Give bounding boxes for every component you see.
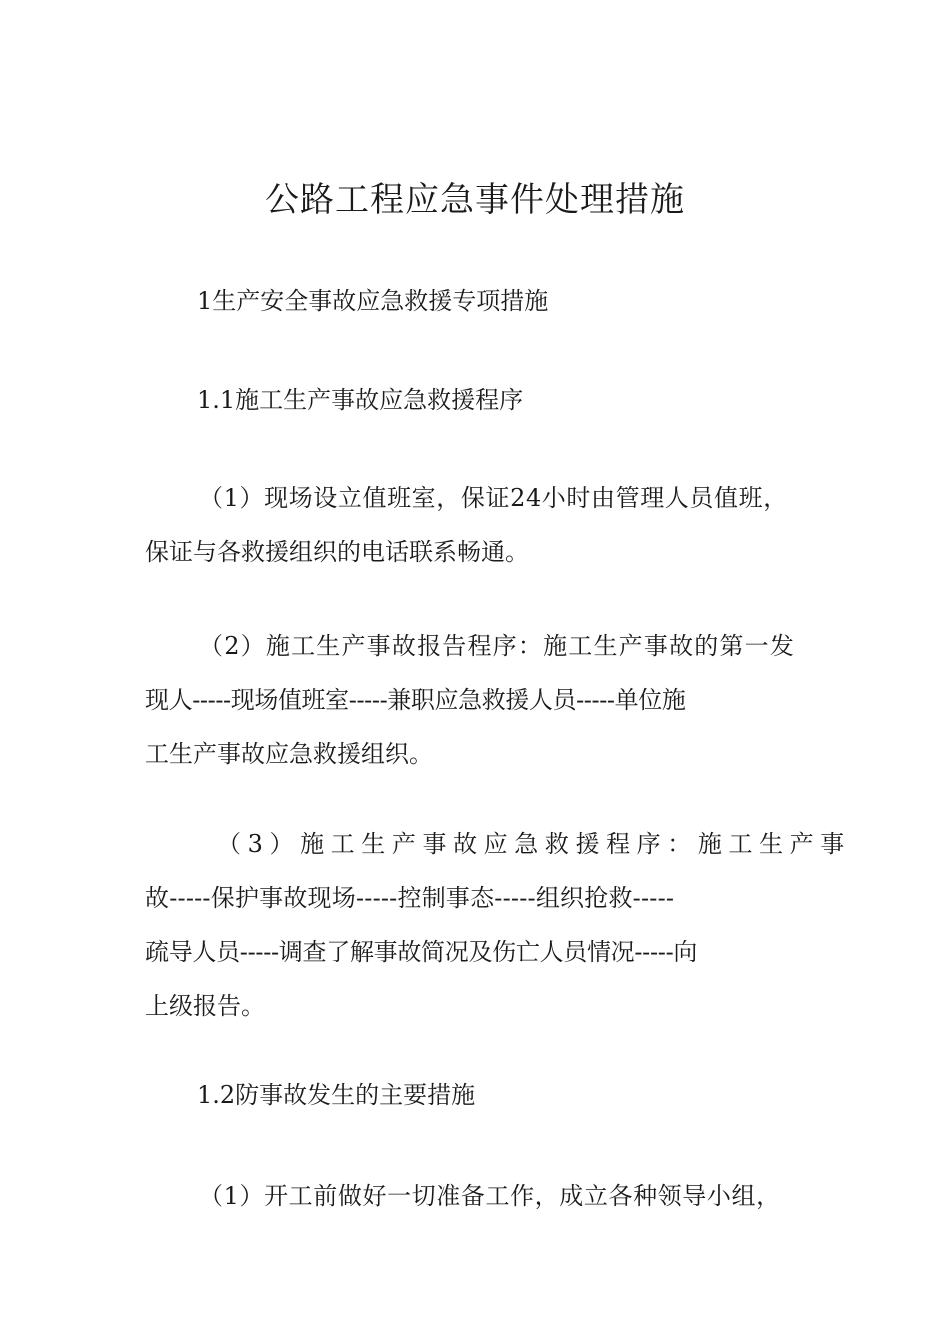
document-title: 公路工程应急事件处理措施 bbox=[265, 180, 685, 220]
paragraph-2-line-3: 工生产事故应急救援组织。 bbox=[145, 740, 433, 768]
paragraph-4 bbox=[145, 1169, 807, 1223]
section-heading-1: 1生产安全事故应急救援专项措施 bbox=[197, 287, 549, 315]
paragraph-2-line-1: （2）施工生产事故报告程序：施工生产事故的第一发 bbox=[199, 632, 796, 660]
paragraph-3 bbox=[145, 817, 851, 1033]
paragraph-4-line-1: （1）开工前做好一切准备工作，成立各种领导小组， bbox=[199, 1182, 781, 1210]
paragraph-3-line-3: 疏导人员-----调查了解事故简况及伤亡人员情况-----向 bbox=[145, 938, 698, 966]
paragraph-3-line-4: 上级报告。 bbox=[145, 992, 265, 1020]
paragraph-2-line-2: 现人-----现场值班室-----兼职应急救援人员-----单位施 bbox=[145, 686, 686, 714]
section-heading-1-1: 1.1施工生产事故应急救援程序 bbox=[197, 386, 524, 414]
paragraph-3-line-1: （3）施工生产事故应急救援程序：施工生产事 bbox=[217, 830, 851, 858]
paragraph-1-line-2: 保证与各救援组织的电话联系畅通。 bbox=[145, 538, 529, 566]
paragraph-1 bbox=[145, 471, 807, 579]
paragraph-1-line-1: （1）现场设立值班室，保证24小时由管理人员值班， bbox=[199, 484, 788, 512]
paragraph-2 bbox=[145, 619, 807, 781]
paragraph-3-line-2: 故-----保护事故现场-----控制事态-----组织抢救----- bbox=[145, 884, 675, 912]
section-heading-1-2: 1.2防事故发生的主要措施 bbox=[197, 1081, 476, 1109]
